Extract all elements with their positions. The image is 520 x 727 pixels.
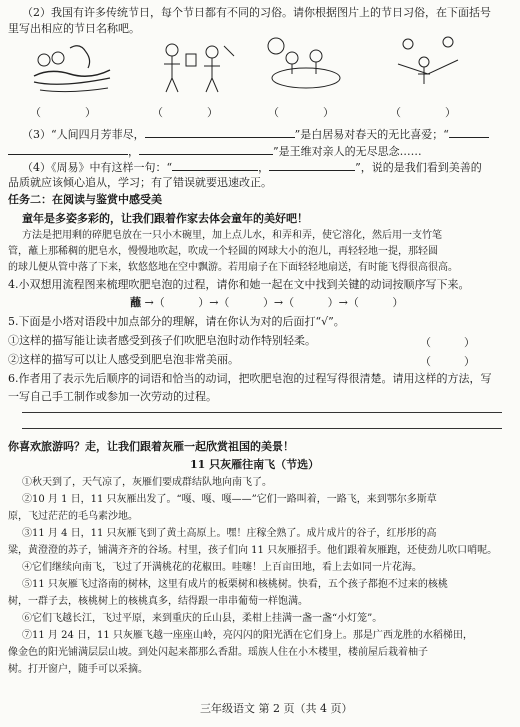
flow-step-1: 蘸	[130, 296, 141, 309]
q4-flowchart-prompt: 4.小双想用流程图来梳理吹肥皂泡的过程，请你和她一起在文中找到关键的动词按顺序写下来。	[8, 278, 470, 291]
passage-line-3: 的球儿便从管中落了下来，软悠悠地在空中飘游。若用扇子在下面轻轻地扇送，有时能飞得很高很高。	[8, 262, 458, 273]
reading-para-2: ②10 月 1 日，11 只灰雁出发了。“嘎、嘎、嘎——”它们一路叫着，一路飞，来到鄂尔多斯草	[22, 494, 437, 505]
q4-blank-2[interactable]	[269, 159, 355, 171]
reading-para-1: ①秋天到了，天气凉了，灰雁们要成群结队地向南飞了。	[22, 477, 272, 488]
q3-blank-4[interactable]	[139, 143, 273, 155]
mid-autumn-picture	[262, 34, 350, 94]
q3-text-d: ”是王维对亲人的无尽思念……	[273, 145, 422, 158]
q3-blank-1[interactable]	[145, 126, 295, 138]
passage-line-2: 管，蘸上那稀稠的肥皂水，慢慢地吹起，吹成一个轻圆的网球大小的泡儿，再轻轻地一提，那轻圆	[8, 246, 438, 257]
dragon-boat-picture	[30, 38, 118, 98]
q4-blank-1[interactable]	[172, 159, 258, 171]
q5-option-2: ②这样的描写可以让人感受到肥皂泡非常美丽。	[8, 353, 239, 366]
flow-step-4[interactable]: ）→（	[262, 296, 295, 309]
q2-answer-blank-2[interactable]: （ ）	[152, 106, 218, 119]
reading-para-7c: 树。打开窗户，随手可以采摘。	[8, 664, 148, 675]
q2-prompt-line2: 里写出相应的节日名称吧。	[8, 22, 140, 35]
flow-step-2[interactable]: →（	[144, 296, 165, 309]
reading-para-3b: 粱，黄澄澄的苏子，铺满齐齐的谷场。村里，孩子们向 11 只灰雁招手。他们跟着灰雁跑，还使劲儿吹口哨呢。	[8, 545, 498, 556]
task2-intro: 童年是多姿多彩的，让我们跟着作家去体会童年的美好吧！	[22, 212, 308, 225]
q2-answer-blank-3[interactable]: （ ）	[268, 106, 334, 119]
q3-line1	[22, 126, 489, 142]
q5-check-blank-2[interactable]: （ ）	[420, 355, 475, 368]
answer-line-1[interactable]	[22, 412, 502, 413]
q6-prompt-line1: 6.作者用了表示先后顺序的词语和恰当的动词，把吹肥皂泡的过程写得很清楚。请用这样的方法，写	[8, 372, 492, 385]
reading-para-3: ③11 月 4 日，11 只灰雁飞到了黄土高原上。嘿！庄稼全熟了。成片成片的谷子，红彤彤的高	[22, 528, 437, 539]
q2-answer-blank-4[interactable]: （ ）	[390, 106, 456, 119]
q4-line2: 品质就应该倾心追从，学习；有了错误就要迅速改正。	[8, 176, 272, 189]
q4-text-c: ”，说的是我们看到美善的	[355, 161, 482, 174]
chongyang-picture	[388, 34, 476, 94]
q5-check-blank-1[interactable]: （ ）	[420, 336, 475, 349]
reading-para-7b: 像金色的阳光铺满层层山坡。到处闪起来都那么香甜。瑶族人住在小木楼里，楼前屋后栽着柚子	[8, 647, 428, 658]
q3-blank-3[interactable]	[8, 143, 128, 155]
task2-title: 任务二：在阅读与鉴赏中感受美	[8, 193, 162, 206]
reading-para-5b: 树，一群子去，核桃树上的核桃真多，结得跟一串串葡萄一样饱满。	[8, 596, 308, 607]
flow-step-6[interactable]: ）	[392, 296, 404, 309]
q3-line2	[8, 143, 422, 159]
q3-text-a: （3）“人间四月芳菲尽，	[22, 128, 145, 141]
reading-para-5: ⑤11 只灰雁飞过洛南的树林，这里有成片的板栗树和核桃树。快看，五个孩子都抱不过来的核桃	[22, 579, 448, 590]
reading-para-2b: 原，飞过茫茫的毛乌素沙地。	[8, 511, 138, 522]
reading-para-6: ⑥它们飞越长江，飞过平原，来到重庆的丘山县，柔柑上挂满一盏一盏“小灯笼”。	[22, 613, 383, 624]
reading-para-4: ④它们继续向南飞，飞过了开满桃花的花椒田。哇噻！上百亩田地，看上去如同一片花海。	[22, 562, 422, 573]
q4-text-b: ，	[258, 161, 270, 174]
q5-option-1: ①这样的描写能让读者感受到孩子们吹肥皂泡时动作特别轻柔。	[8, 334, 316, 347]
page-footer: 三年级语文 第 2 页（共 4 页）	[200, 702, 353, 715]
q6-prompt-line2: 一写自己手工制作或参加一次劳动的过程。	[8, 390, 217, 403]
flow-step-5[interactable]: ）→（	[327, 296, 359, 309]
reading-title: 11 只灰雁往南飞（节选）	[190, 458, 320, 471]
q2-answer-blank-1[interactable]: （ ）	[30, 106, 96, 119]
q4-line1	[22, 159, 482, 175]
q3-blank-2[interactable]	[449, 126, 489, 138]
q5-prompt: 5.下面是小塔对语段中加点部分的理解，请在你认为对的后面打“√”。	[8, 315, 345, 328]
q2-prompt-line1: （2）我国有许多传统节日，每个节日都有不同的习俗。请你根据图片上的节日习俗，在下面括号	[22, 6, 491, 19]
lantern-picture	[150, 36, 238, 96]
q4-text-a: （4）《周易》中有这样一句：“	[22, 161, 173, 174]
reading-para-7: ⑦11 月 24 日，11 只灰雁飞越一座座山岭，亮闪闪的阳光洒在它们身上。那是广西龙胜的水稻梯田，	[22, 630, 473, 641]
flowchart	[130, 296, 403, 310]
q3-text-c: ，	[128, 145, 139, 158]
passage-line-1: 方法是把用剩的碎肥皂放在一只小木碗里，加上点儿水，和弄和弄，使它溶化，然后用一支竹笔	[22, 230, 442, 241]
q3-text-b: ”是白居易对春天的无比喜爱；“	[294, 128, 449, 141]
flow-step-3[interactable]: ）→（	[198, 296, 230, 309]
reading-intro: 你喜欢旅游吗？走，让我们跟着灰雁一起欣赏祖国的美景！	[8, 440, 294, 453]
answer-line-2[interactable]	[22, 428, 502, 429]
